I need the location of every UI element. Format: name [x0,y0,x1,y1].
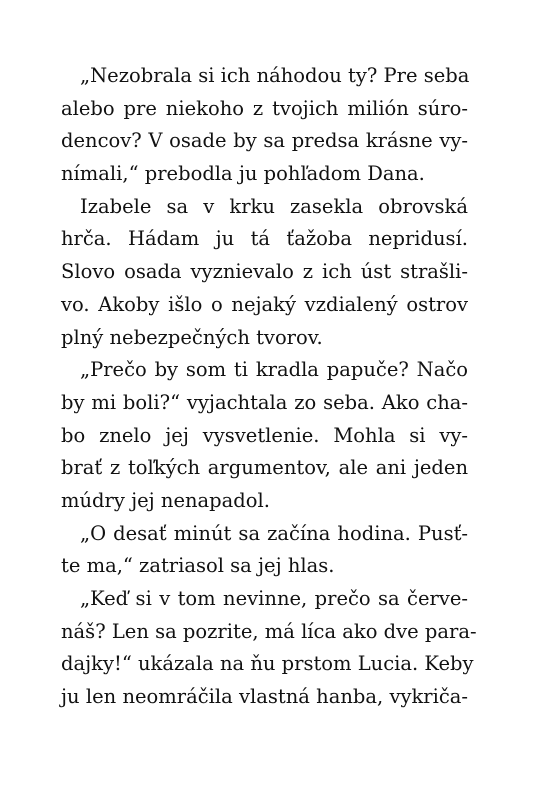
book-page [61,60,477,714]
text-line: brať z toľkých argumentov, ale ani jeden [61,456,468,480]
text-line: ju len neomráčila vlastná hanba, vykriča- [61,685,468,709]
text-line: Slovo osada vyznievalo z ich úst strašli- [61,260,468,284]
paragraph-1 [61,60,468,191]
text-line: hrča. Hádam ju tá ťažoba nepridusí. [61,227,468,251]
paragraph-2 [61,191,468,354]
text-line: „Keď si v tom nevinne, prečo sa červe- [80,587,468,610]
text-line: te ma,“ zatriasol sa jej hlas. [61,554,335,578]
text-line: „Prečo by som ti kradla papuče? Načo [80,358,468,382]
text-line: náš? Len sa pozrite, má líca ako dve para- [61,619,477,643]
text-line: múdry jej nenapadol. [61,488,270,512]
text-line: vo. Akoby išlo o nejaký vzdialený ostrov [61,292,468,316]
text-line: alebo pre niekoho z tvojich milión súro- [61,96,468,120]
text-line: dajky!“ ukázala na ňu prstom Lucia. Keby [61,652,474,676]
text-line: bo znelo jej vysvetlenie. Mohla si vy- [61,423,468,447]
text-line: by mi boli?“ vyjachtala zo seba. Ako cha- [61,390,468,414]
text-line: nímali,“ prebodla ju pohľadom Dana. [61,162,425,186]
paragraph-5 [61,583,477,714]
text-line: dencov? V osade by sa predsa krásne vy- [61,129,468,153]
text-line: „O desať minút sa začína hodina. Pusť- [80,521,468,545]
paragraph-3 [61,354,468,517]
text-line: plný nebezpečných tvorov. [61,325,323,349]
text-line: Izabele sa v krku zasekla obrovská [80,194,468,218]
text-line: „Nezobrala si ich náhodou ty? Pre seba [80,64,470,87]
paragraph-4 [61,518,468,583]
